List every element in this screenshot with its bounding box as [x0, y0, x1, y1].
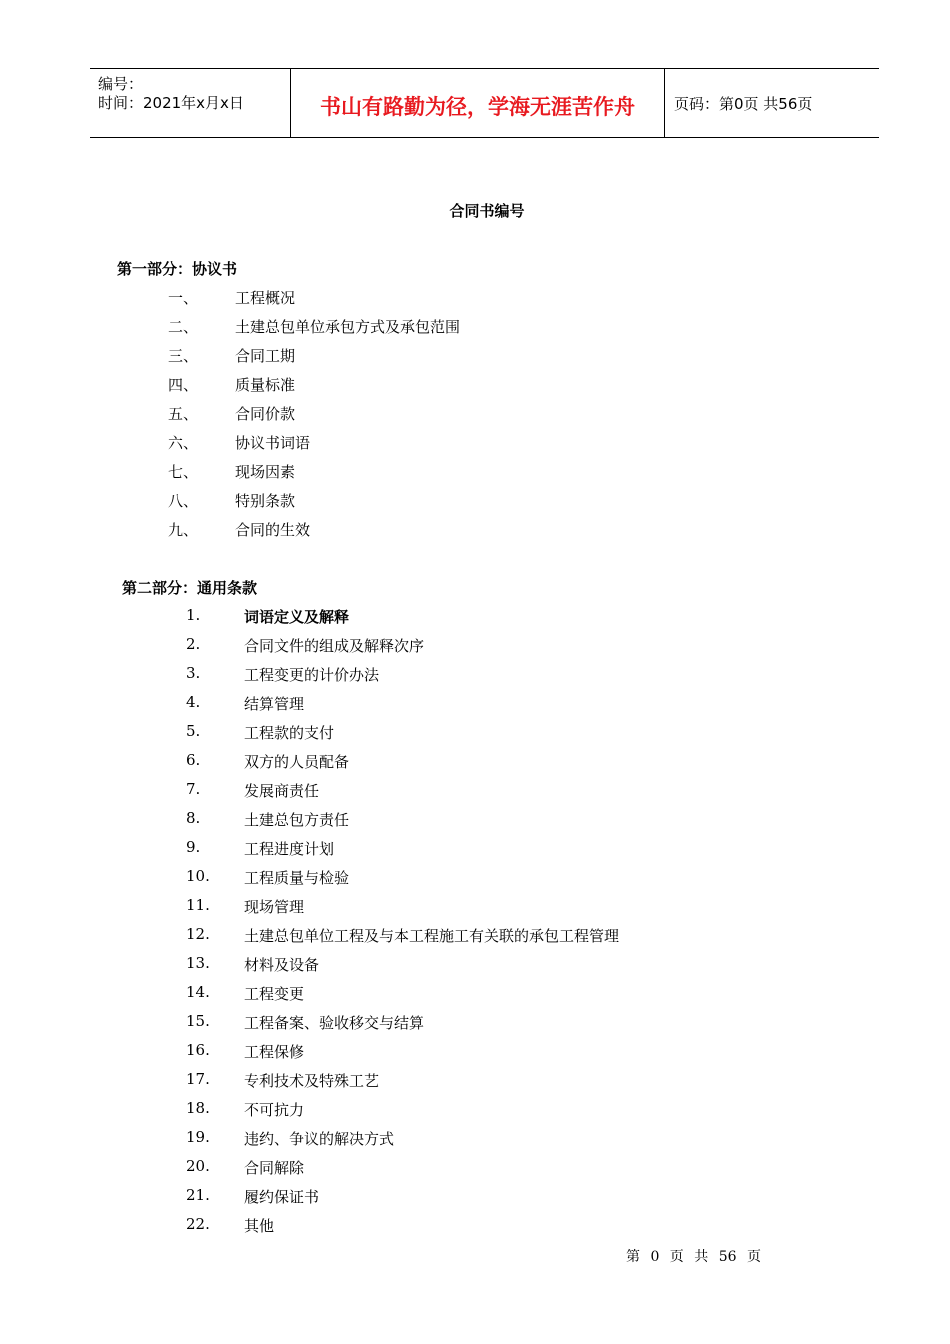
list-item-number: 17. — [186, 1070, 210, 1088]
list-item-number: 14. — [186, 983, 210, 1001]
list-item-text: 工程变更的计价办法 — [244, 666, 380, 684]
list-item-number: 11. — [186, 896, 210, 914]
list-item-text: 特别条款 — [235, 492, 296, 510]
list-item-number: 6. — [186, 751, 201, 769]
list-item-text: 不可抗力 — [244, 1101, 305, 1119]
list-item-text: 工程质量与检验 — [244, 869, 350, 887]
header-motto: 书山有路勤为径，学海无涯苦作舟 — [320, 95, 635, 119]
list-item-number: 19. — [186, 1128, 210, 1146]
list-item-number: 18. — [186, 1099, 210, 1117]
list-item-number: 七、 — [168, 463, 199, 481]
list-item-number: 4. — [186, 693, 201, 711]
list-item-text: 现场管理 — [244, 898, 305, 916]
list-item-text: 合同解除 — [244, 1159, 305, 1177]
list-item-text: 协议书词语 — [235, 434, 311, 452]
list-item-number: 一、 — [168, 289, 199, 307]
part2-heading: 第二部分：通用条款 — [122, 579, 258, 597]
list-item-text: 工程备案、验收移交与结算 — [244, 1014, 425, 1032]
list-item-text: 工程进度计划 — [244, 840, 335, 858]
list-item-number: 9. — [186, 838, 201, 856]
list-item-text: 工程变更 — [244, 985, 305, 1003]
list-item-number: 10. — [186, 867, 210, 885]
list-item-number: 21. — [186, 1186, 210, 1204]
list-item-number: 四、 — [168, 376, 199, 394]
page-footer: 第 0 页 共 56 页 — [626, 1249, 761, 1265]
list-item-text: 合同工期 — [235, 347, 296, 365]
list-item-number: 22. — [186, 1215, 210, 1233]
list-item-number: 二、 — [168, 318, 199, 336]
list-item-number: 2. — [186, 635, 201, 653]
list-item-text: 合同的生效 — [235, 521, 311, 539]
header-page-info: 页码：第0页 共56页 — [674, 95, 813, 113]
list-item-text: 土建总包单位工程及与本工程施工有关联的承包工程管理 — [244, 927, 620, 945]
list-item-text: 土建总包单位承包方式及承包范围 — [235, 318, 461, 336]
list-item-number: 九、 — [168, 521, 199, 539]
list-item-text: 合同价款 — [235, 405, 296, 423]
list-item-number: 7. — [186, 780, 201, 798]
list-item-number: 12. — [186, 925, 210, 943]
list-item-number: 三、 — [168, 347, 199, 365]
page-header — [90, 68, 879, 138]
document-number-label: 编号： — [98, 75, 144, 93]
list-item-text: 土建总包方责任 — [244, 811, 350, 829]
list-item-number: 8. — [186, 809, 201, 827]
list-item-text: 工程概况 — [235, 289, 296, 307]
document-date: 时间：2021年x月x日 — [98, 94, 244, 112]
list-item-text: 合同文件的组成及解释次序 — [244, 637, 425, 655]
list-item-text: 履约保证书 — [244, 1188, 320, 1206]
list-item-number: 5. — [186, 722, 201, 740]
list-item-number: 1. — [186, 606, 201, 624]
list-item-text: 工程保修 — [244, 1043, 305, 1061]
list-item-text: 发展商责任 — [244, 782, 320, 800]
document-title: 合同书编号 — [449, 202, 525, 220]
header-motto-cell — [290, 69, 665, 137]
list-item-number: 六、 — [168, 434, 199, 452]
list-item-number: 五、 — [168, 405, 199, 423]
list-item-text: 质量标准 — [235, 376, 296, 394]
list-item-number: 20. — [186, 1157, 210, 1175]
list-item-text: 词语定义及解释 — [244, 608, 350, 626]
header-page-cell — [664, 69, 879, 137]
list-item-text: 结算管理 — [244, 695, 305, 713]
list-item-number: 3. — [186, 664, 201, 682]
header-left-cell — [90, 69, 290, 137]
list-item-text: 双方的人员配备 — [244, 753, 350, 771]
list-item-text: 材料及设备 — [244, 956, 320, 974]
list-item-number: 八、 — [168, 492, 199, 510]
list-item-number: 13. — [186, 954, 210, 972]
list-item-text: 专利技术及特殊工艺 — [244, 1072, 380, 1090]
list-item-number: 15. — [186, 1012, 210, 1030]
list-item-text: 违约、争议的解决方式 — [244, 1130, 395, 1148]
list-item-text: 其他 — [244, 1217, 275, 1235]
list-item-text: 工程款的支付 — [244, 724, 335, 742]
list-item-text: 现场因素 — [235, 463, 296, 481]
list-item-number: 16. — [186, 1041, 210, 1059]
part1-heading: 第一部分：协议书 — [117, 260, 238, 278]
